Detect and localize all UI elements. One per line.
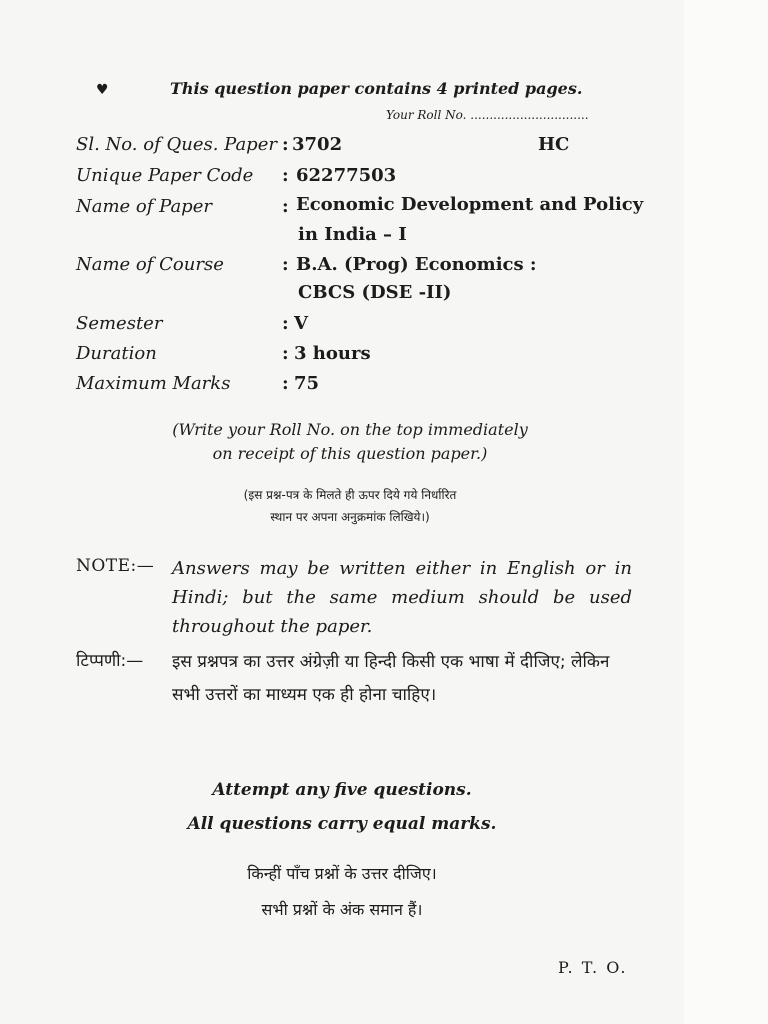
tippani-label: टिप्पणी:— [76, 651, 144, 671]
roll-instruction-english-line1: (Write your Roll No. on the top immediately [172, 420, 528, 439]
instruction-attempt: Attempt any five questions. [212, 780, 472, 800]
detail-label-duration: Duration [76, 343, 157, 364]
pen-mark-icon: ♥ [96, 82, 109, 98]
detail-value-paper-name: Economic Development and Policy [296, 194, 644, 215]
detail-colon: : [282, 313, 289, 334]
instruction-equal-marks: All questions carry equal marks. [187, 814, 497, 834]
detail-value-semester: V [294, 313, 308, 334]
detail-label-semester: Semester [76, 313, 163, 334]
detail-label-paper-code: Unique Paper Code [76, 165, 254, 186]
roll-instruction-hindi [160, 484, 540, 528]
please-turn-over: P. T. O. [558, 958, 628, 977]
detail-value-duration: 3 hours [294, 343, 371, 364]
detail-value-course-cont: CBCS (DSE -II) [298, 282, 452, 303]
detail-value-paper-name-cont: in India – I [298, 224, 407, 245]
roll-instruction-english [150, 418, 550, 466]
detail-colon: : [282, 343, 289, 364]
detail-colon: : [282, 254, 289, 275]
detail-label-serial: Sl. No. of Ques. Paper [76, 134, 277, 155]
printed-pages-line: This question paper contains 4 printed pages. [170, 79, 583, 98]
detail-colon: : [282, 134, 289, 155]
roll-number-line: Your Roll No. ............................... [386, 108, 589, 122]
instruction-equal-marks-hindi: सभी प्रश्नों के अंक समान हैं। [261, 900, 423, 919]
instruction-attempt-hindi: किन्हीं पाँच प्रश्नों के उत्तर दीजिए। [247, 864, 437, 883]
detail-label-paper-name: Name of Paper [76, 196, 212, 217]
detail-colon: : [282, 196, 289, 217]
detail-label-max-marks: Maximum Marks [76, 373, 231, 394]
detail-value-max-marks: 75 [294, 373, 320, 394]
roll-instruction-english-line2: on receipt of this question paper.) [212, 444, 488, 463]
code-tag: HC [538, 134, 570, 155]
tippani-text: इस प्रश्नपत्र का उत्तर अंग्रेज़ी या हिन्दी किसी एक भाषा में दीजिए; लेकिन सभी उत्तरों का माध्यम एक ही होना चाहिए। [172, 652, 610, 705]
page-edge [684, 0, 768, 1024]
detail-value-course: B.A. (Prog) Economics : [296, 254, 537, 275]
detail-label-course: Name of Course [76, 254, 224, 275]
detail-colon: : [282, 373, 289, 394]
note-text: Answers may be written either in English or in Hindi; but the same medium should be used throughout the paper. [172, 558, 632, 637]
roll-instruction-hindi-line2: स्थान पर अपना अनुक्रमांक लिखिये।) [270, 510, 430, 524]
roll-instruction-hindi-line1: (इस प्रश्न-पत्र के मिलते ही ऊपर दिये गये निर्धारित [243, 488, 457, 502]
detail-colon: : [282, 165, 289, 186]
detail-value-serial: 3702 [292, 134, 343, 155]
note-label: NOTE:— [76, 556, 155, 576]
detail-value-paper-code: 62277503 [296, 165, 397, 186]
